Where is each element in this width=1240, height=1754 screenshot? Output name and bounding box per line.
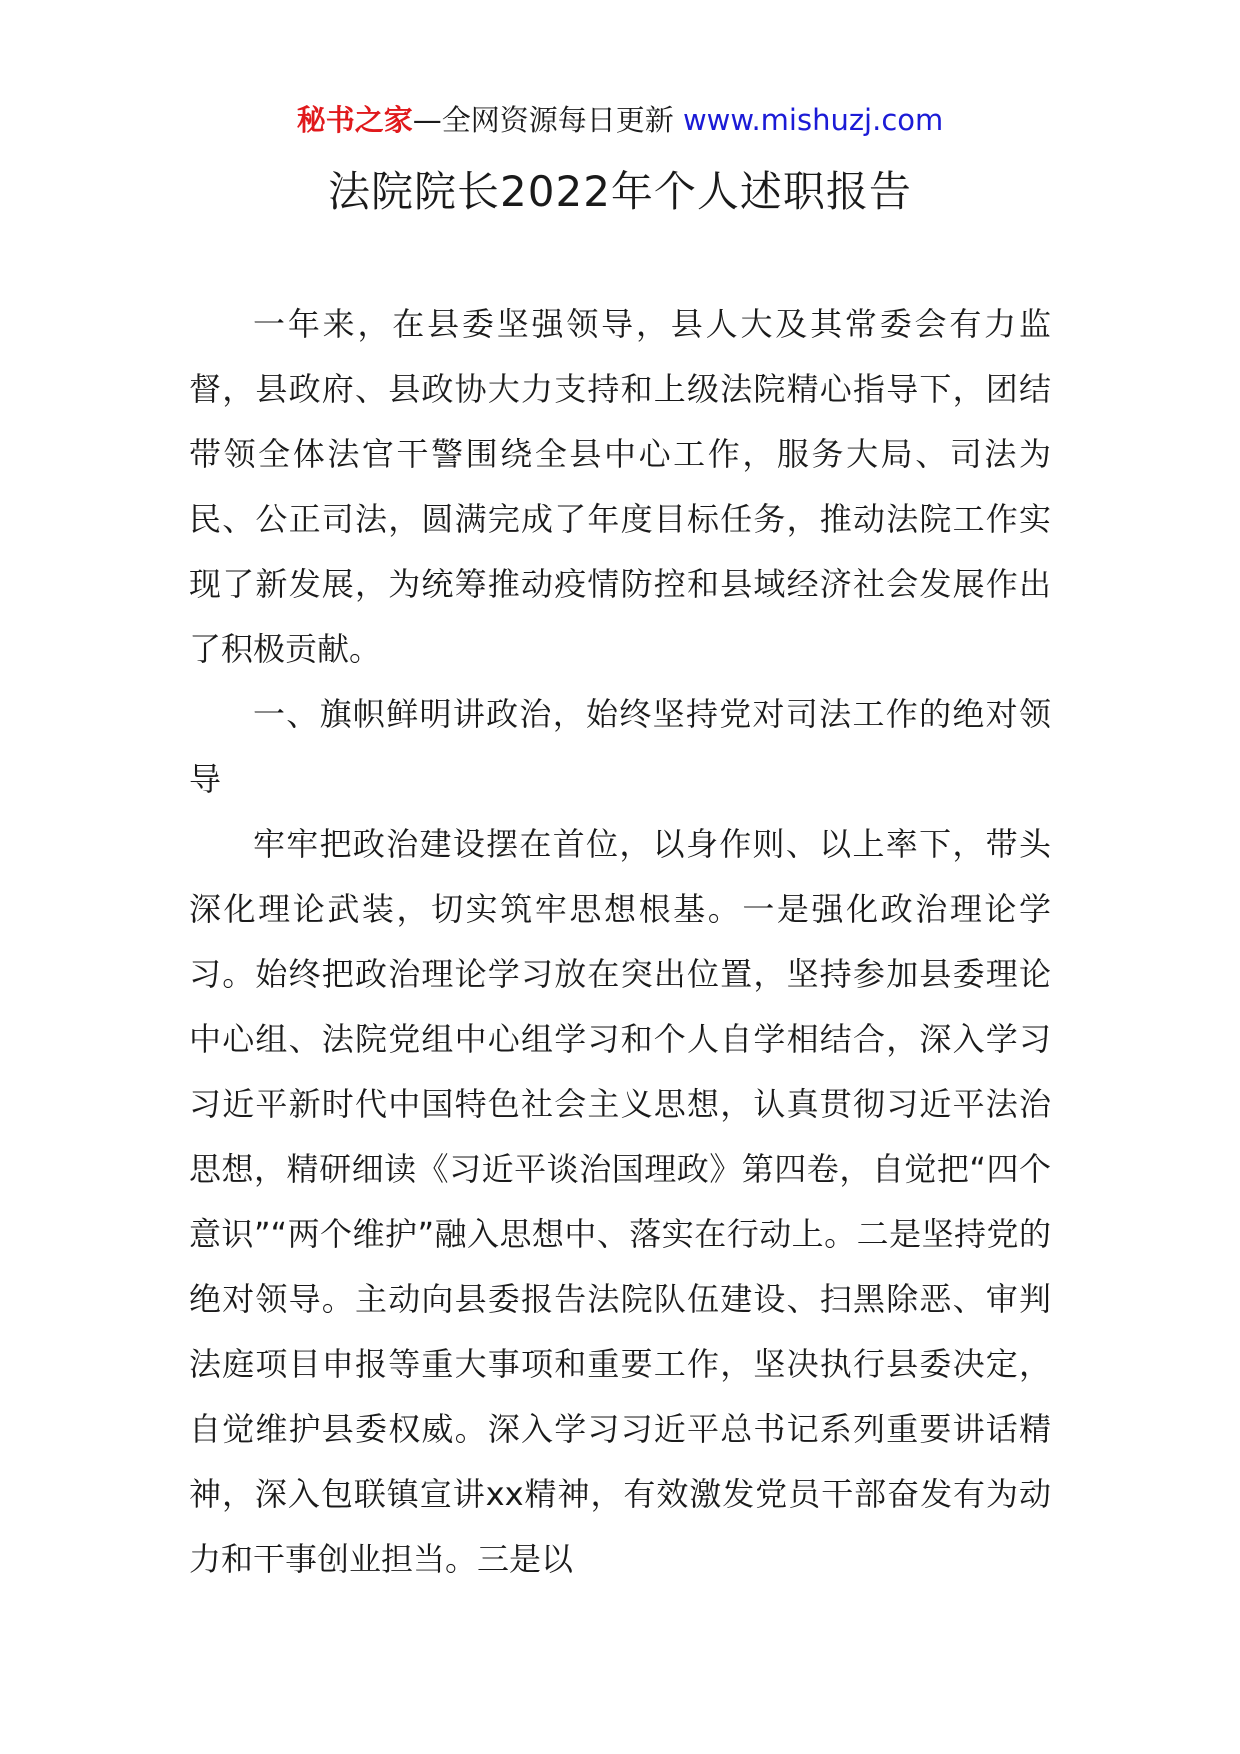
- header-tagline: —全网资源每日更新: [412, 103, 674, 137]
- header-banner: [0, 100, 1240, 140]
- section-heading: 一、旗帜鲜明讲政治，始终坚持党对司法工作的绝对领导: [189, 695, 1051, 798]
- intro-paragraph: 一年来，在县委坚强领导，县人大及其常委会有力监督，县政府、县政协大力支持和上级法院精心指导下，团结带领全体法官干警围绕全县中心工作，服务大局、司法为民、公正司法，圆满完成了年度目标任务，推动法院工作实现了新发展，为统筹推动疫情防控和县域经济社会发展作出了积极贡献。: [189, 305, 1051, 668]
- document-body: [189, 292, 1051, 1592]
- document-title: 法院院长2022年个人述职报告: [328, 167, 912, 216]
- brand-name: 秘书之家: [296, 103, 413, 137]
- site-url-link[interactable]: www.mishuzj.com: [682, 103, 944, 137]
- section-paragraph: 牢牢把政治建设摆在首位，以身作则、以上率下，带头深化理论武装，切实筑牢思想根基。一是强化政治理论学习。始终把政治理论学习放在突出位置，坚持参加县委理论中心组、法院党组中心组学习和个人自学相结合，深入学习习近平新时代中国特色社会主义思想，认真贯彻习近平法治思想，精研细读《习近平谈治国理政》第四卷，自觉把“四个意识”“两个维护”融入思想中、落实在行动上。二是坚持党的绝对领导。主动向县委报告法院队伍建设、扫黑除恶、审判法庭项目申报等重大事项和重要工作，坚决执行县委决定，自觉维护县委权威。深入学习习近平总书记系列重要讲话精神，深入包联镇宣讲xx精神，有效激发党员干部奋发有为动力和干事创业担当。三是以: [189, 825, 1051, 1578]
